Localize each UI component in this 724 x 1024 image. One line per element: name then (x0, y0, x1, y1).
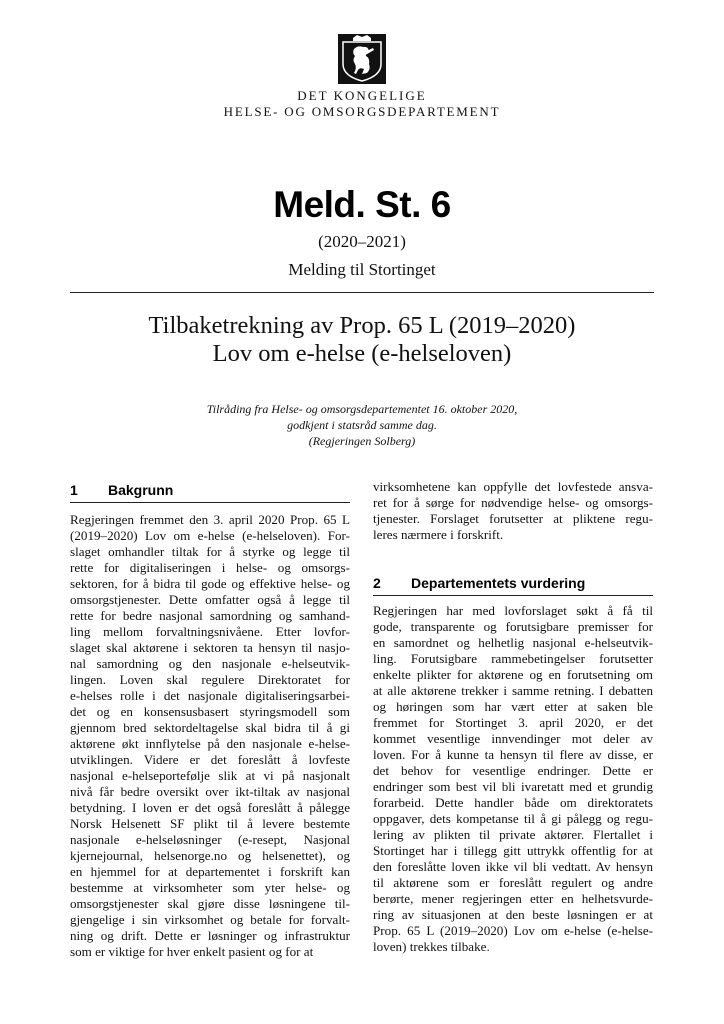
text-line: lering av plikten til private aktører. Flertallet i (373, 827, 653, 842)
section1-rule (70, 502, 350, 503)
text-line: nasjonale e-helseløsninger (e-resept, Nasjonal (70, 832, 350, 847)
text-line: gjennom bred sektordeltagelse skal bidra til å gi (70, 720, 350, 735)
approval-line2: godkjent i statsråd samme dag. (287, 418, 437, 432)
text-line: berørte, mener regjeringen etter en helhetsvurde- (373, 891, 653, 906)
section2-body (373, 603, 653, 955)
text-line: en hjemmel for at departementet i forskrift kan (70, 864, 350, 879)
text-line: at alle aktørene trekker i samme retning. I debatten (373, 683, 653, 698)
section2-rule (373, 595, 653, 596)
text-line: Regjeringen fremmet den 3. april 2020 Prop. 65 L (70, 512, 350, 527)
text-line: omsorgstjenester. Dette omfatter også å legge til (70, 592, 350, 607)
document-type: Melding til Stortinget (288, 260, 436, 279)
text-line: enkelte plikter for aktørene og en forutsetning om (373, 667, 653, 682)
text-line: utviklingen. Videre er det foreslått å lovfeste (70, 752, 350, 767)
text-line: det og en konsensusbasert styringsmodell som (70, 704, 350, 719)
approval-line3: (Regjeringen Solberg) (308, 434, 416, 448)
text-line: fremmet for Stortinget 3. april 2020, er det (373, 715, 653, 730)
text-line: virksomhetene kan oppfylle det lovfestede ansva- (373, 479, 653, 494)
text-line: en samordnet og helhetlig nasjonal e-helseutvik- (373, 635, 653, 650)
text-line: det behov for vesentlige endringer. Dette er (373, 763, 653, 778)
text-line: gode, transparente og forutsigbare premisser for (373, 619, 653, 634)
text-line: nasjonal e-helseportefølje slik at vi på nasjonalt (70, 768, 350, 783)
text-line: bestemme at virksomheter som yter helse- og (70, 880, 350, 895)
text-line: aktørene økt innflytelse på den nasjonale e-helse- (70, 736, 350, 751)
section1-title: Bakgrunn (108, 482, 174, 498)
text-line: loven) trekkes tilbake. (373, 939, 490, 954)
text-line: sektoren, for å bidra til gode og effektive helse- og (70, 576, 350, 591)
text-line: betydning. I loven er det også foreslått å pålegge (70, 800, 350, 815)
text-line: nal samordning og den nasjonale e-helseutvik- (70, 656, 350, 671)
text-line: slaget skal aktørene i sektoren ta hensyn til nasjo- (70, 640, 350, 655)
text-line: rette for bedre nasjonal samordning og samhand- (70, 608, 350, 623)
text-line: ling mellom forvaltningsnivåene. Etter lovfor- (70, 624, 350, 639)
text-line: ret for å sørge for nødvendige helse- og omsorgs- (373, 495, 653, 510)
section1-heading (70, 482, 350, 502)
main-title-line1: Tilbaketrekning av Prop. 65 L (2019–2020) (148, 312, 576, 339)
text-line: Stortinget har i tillegg gitt uttrykk offentlig for at (373, 843, 653, 858)
text-line: den foreslåtte loven ikke vil bli vedtatt. Av hensyn (373, 859, 653, 874)
title-divider (70, 292, 654, 293)
text-line: loven. For å kunne ta hensyn til flere av disse, er (373, 747, 653, 762)
document-years: (2020–2021) (318, 232, 406, 251)
document-number: Meld. St. 6 (273, 184, 451, 225)
section2-heading (373, 575, 653, 595)
text-line: og høringen som har vært etter at saken ble (373, 699, 653, 714)
ministry-name-line1: DET KONGELIGE (297, 88, 427, 103)
approval-line1: Tilråding fra Helse- og omsorgsdepartementet 16. oktober 2020, (206, 402, 518, 416)
text-line: som er viktige for hver enkelt pasient og for at (70, 944, 314, 959)
text-line: ring av situasjonen at den beste løsningen er at (373, 907, 653, 922)
text-line: oppgaver, dets kompetanse til å gi pålegg og regu- (373, 811, 653, 826)
text-line: leres nærmere i forskrift. (373, 527, 504, 542)
text-line: forarbeid. Dette handler både om direktoratets (373, 795, 653, 810)
text-line: lingen. Loven skal regulere Direktoratet for (70, 672, 350, 687)
section2-title: Departementets vurdering (411, 575, 586, 591)
text-line: (2019–2020) Lov om e-helse (e-helseloven). For- (70, 528, 350, 543)
section1-body (70, 512, 350, 960)
norwegian-lion-crest-icon (338, 34, 386, 84)
text-line: kommet vesentlige innvendinger mot deler av (373, 731, 653, 746)
section1-number: 1 (70, 482, 78, 498)
text-line: endringer som best vil bli ivaretatt med et grundig (373, 779, 653, 794)
text-line: omsorgstjenester skal gjøre disse løsningene til- (70, 896, 350, 911)
text-line: e-helses rolle i det nasjonale digitaliseringsarbei- (70, 688, 350, 703)
text-line: tjenester. Forslaget forutsetter at pliktene regu- (373, 511, 653, 526)
text-line: Prop. 65 L (2019–2020) Lov om e-helse (e-helse- (373, 923, 653, 938)
text-line: ning og drift. Dette er løsninger og infrastruktur (70, 928, 350, 943)
text-line: kjernejournal, helsenorge.no og helsenettet), og (70, 848, 350, 863)
text-line: slaget omhandler tiltak for å styrke og legge til (70, 544, 350, 559)
text-line: til aktørene som er foreslått regulert og andre (373, 875, 653, 890)
text-line: gjengelige i sin virksomhet og betale for forvalt- (70, 912, 350, 927)
section2-number: 2 (373, 575, 381, 591)
text-line: rette for digitaliseringen i helse- og omsorgs- (70, 560, 350, 575)
text-line: Norsk Helsenett SF plikt til å levere bestemte (70, 816, 350, 831)
text-line: Regjeringen har med lovforslaget søkt å få til (373, 603, 653, 618)
text-line: ling. Forutsigbare rammebetingelser forutsetter (373, 651, 653, 666)
main-title-line2: Lov om e-helse (e-helseloven) (212, 340, 512, 367)
text-line: nivå får bedre oversikt over ikt-tiltak av nasjonal (70, 784, 350, 799)
ministry-name-line2: HELSE- OG OMSORGSDEPARTEMENT (223, 104, 501, 119)
section1-body-continued (373, 479, 653, 543)
